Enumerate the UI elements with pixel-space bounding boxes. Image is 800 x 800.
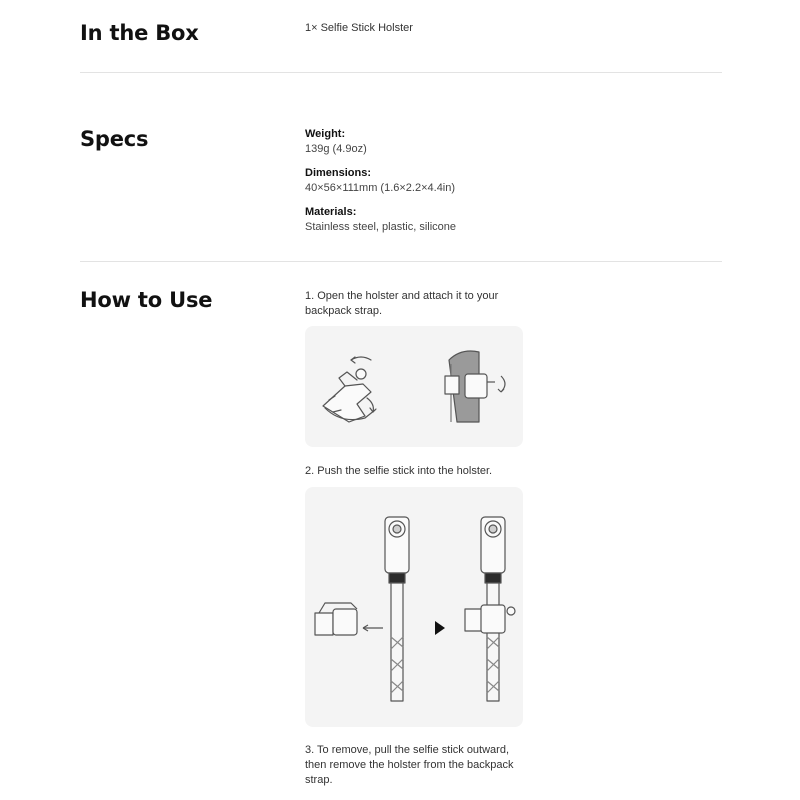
spec-weight (305, 127, 367, 157)
holster-open-illustration (305, 326, 523, 447)
in-the-box-heading: In the Box (80, 21, 199, 45)
how-to-use-heading: How to Use (80, 288, 213, 312)
weight-value: 139g (4.9oz) (305, 143, 367, 155)
divider (80, 72, 722, 73)
divider (80, 261, 722, 262)
step-1-illustration (305, 326, 523, 447)
insert-stick-illustration (305, 487, 523, 727)
materials-label: Materials: (305, 206, 357, 218)
step-2-illustration (305, 487, 523, 727)
weight-label: Weight: (305, 128, 346, 140)
specs-heading: Specs (80, 127, 149, 151)
dimensions-value: 40×56×111mm (1.6×2.2×4.4in) (305, 182, 456, 194)
box-item: 1× Selfie Stick Holster (305, 22, 413, 34)
step-2-text: 2. Push the selfie stick into the holster. (305, 465, 493, 477)
dimensions-label: Dimensions: (305, 167, 372, 179)
spec-dimensions (305, 166, 455, 196)
materials-value: Stainless steel, plastic, silicone (305, 221, 457, 233)
step-3-text: 3. To remove, pull the selfie stick outward, then remove the holster from the backpack strap. (305, 744, 514, 786)
step-1-text: 1. Open the holster and attach it to your backpack strap. (305, 290, 499, 317)
spec-materials (305, 205, 456, 235)
